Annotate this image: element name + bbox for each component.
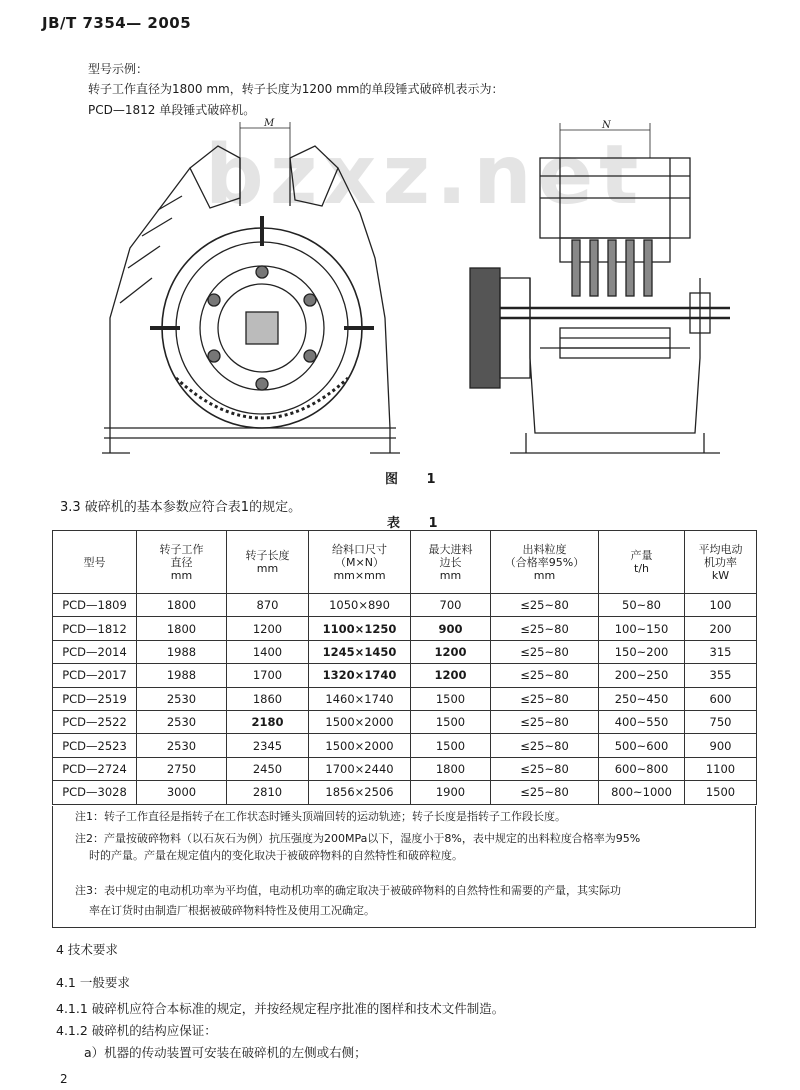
table-cell: 1200: [227, 617, 309, 640]
parameters-table: [52, 530, 757, 805]
model-example-heading: 型号示例：: [88, 62, 149, 76]
table-cell: ≤25~80: [491, 687, 599, 710]
table-cell: 355: [685, 664, 757, 687]
list-item-a: a）机器的传动装置可安装在破碎机的左侧或右侧；: [84, 1045, 367, 1060]
column-header: 转子工作 直径 mm: [137, 531, 227, 594]
table-cell: 1860: [227, 687, 309, 710]
table-cell: 1700: [227, 664, 309, 687]
table-cell: 1700×2440: [309, 757, 411, 780]
note-2: 注2：产量按破碎物料（以石灰石为例）抗压强度为200MPa以下，湿度小于8%，表中规定的出料粒度合格率为95%: [75, 832, 641, 845]
table-row: [53, 781, 757, 804]
column-header: 产量 t/h: [599, 531, 685, 594]
table-cell: 1800: [411, 757, 491, 780]
table-cell: 750: [685, 710, 757, 733]
table-caption: 表 1: [387, 516, 450, 531]
standard-number: JB/T 7354— 2005: [42, 14, 192, 32]
note-3-cont: 率在订货时由制造厂根据被破碎物料特性及使用工况确定。: [89, 904, 375, 917]
table-cell: ≤25~80: [491, 710, 599, 733]
table-cell: PCD—2017: [53, 664, 137, 687]
table-cell: 700: [411, 594, 491, 617]
table-cell: PCD—2519: [53, 687, 137, 710]
table-cell: 50~80: [599, 594, 685, 617]
table-cell: 1500: [685, 781, 757, 804]
table-cell: 2530: [137, 734, 227, 757]
table-cell: 100~150: [599, 617, 685, 640]
table-cell: PCD—2523: [53, 734, 137, 757]
table-cell: PCD—1812: [53, 617, 137, 640]
table-row: [53, 617, 757, 640]
table-cell: 315: [685, 640, 757, 663]
column-header: 出料粒度 （合格率95%） mm: [491, 531, 599, 594]
table-header-row: [53, 531, 757, 594]
table-cell: 200~250: [599, 664, 685, 687]
note-3: 注3：表中规定的电动机功率为平均值，电动机功率的确定取决于被破碎物料的自然特性和需要的产量，其实际功: [75, 884, 621, 897]
table-cell: PCD—1809: [53, 594, 137, 617]
table-cell: 2530: [137, 710, 227, 733]
figure-caption: 图 1: [385, 472, 448, 487]
section-4-1-heading: 4.1 一般要求: [56, 975, 130, 990]
section-4-heading: 4 技术要求: [56, 942, 118, 957]
table-cell: 1500: [411, 710, 491, 733]
table-cell: 1500×2000: [309, 710, 411, 733]
page-number: 2: [60, 1072, 68, 1086]
table-row: [53, 664, 757, 687]
table-body: [53, 594, 757, 805]
table-cell: 1988: [137, 640, 227, 663]
table-cell: 1100: [685, 757, 757, 780]
table-cell: 1245×1450: [309, 640, 411, 663]
table-cell: PCD—2724: [53, 757, 137, 780]
table-row: [53, 757, 757, 780]
table-cell: ≤25~80: [491, 594, 599, 617]
table-cell: 200: [685, 617, 757, 640]
table-cell: 870: [227, 594, 309, 617]
table-cell: 2750: [137, 757, 227, 780]
table-cell: 500~600: [599, 734, 685, 757]
dimension-n-label: N: [602, 120, 611, 131]
table-cell: PCD—2522: [53, 710, 137, 733]
table-cell: 2345: [227, 734, 309, 757]
table-cell: 1900: [411, 781, 491, 804]
table-row: [53, 687, 757, 710]
table-cell: 800~1000: [599, 781, 685, 804]
table-cell: ≤25~80: [491, 617, 599, 640]
table-cell: 900: [411, 617, 491, 640]
watermark: bzxz.net: [205, 128, 645, 223]
table-cell: 1200: [411, 664, 491, 687]
table-cell: 1460×1740: [309, 687, 411, 710]
table-cell: 250~450: [599, 687, 685, 710]
column-header: 平均电动 机功率 kW: [685, 531, 757, 594]
side-view-drawing: [470, 123, 730, 453]
table-cell: PCD—3028: [53, 781, 137, 804]
table-row: [53, 640, 757, 663]
table-row: [53, 734, 757, 757]
table-cell: 150~200: [599, 640, 685, 663]
table-cell: 1500×2000: [309, 734, 411, 757]
table-cell: 2450: [227, 757, 309, 780]
table-cell: 1800: [137, 617, 227, 640]
table-cell: 1500: [411, 734, 491, 757]
table-row: [53, 594, 757, 617]
section-3-3: 3.3 破碎机的基本参数应符合表1的规定。: [60, 500, 302, 515]
model-example-text: 转子工作直径为1800 mm，转子长度为1200 mm的单段锤式破碎机表示为：: [88, 82, 504, 96]
table-cell: 400~550: [599, 710, 685, 733]
section-4-1-2: 4.1.2 破碎机的结构应保证：: [56, 1023, 217, 1038]
table-cell: 3000: [137, 781, 227, 804]
column-header: 转子长度 mm: [227, 531, 309, 594]
table-cell: 2180: [227, 710, 309, 733]
crusher-figure: [90, 118, 730, 468]
note-2-cont: 时的产量。产量在规定值内的变化取决于被破碎物料的自然特性和破碎粒度。: [89, 849, 463, 862]
dimension-m-label: M: [264, 118, 275, 129]
table-cell: 1988: [137, 664, 227, 687]
table-cell: 1200: [411, 640, 491, 663]
table-cell: 1400: [227, 640, 309, 663]
table-cell: 1800: [137, 594, 227, 617]
section-4-1-1: 4.1.1 破碎机应符合本标准的规定，并按经规定程序批准的图样和技术文件制造。: [56, 1001, 505, 1016]
table-cell: ≤25~80: [491, 781, 599, 804]
table-cell: 2810: [227, 781, 309, 804]
table-cell: ≤25~80: [491, 757, 599, 780]
table-cell: 100: [685, 594, 757, 617]
table-cell: ≤25~80: [491, 734, 599, 757]
table-cell: 600~800: [599, 757, 685, 780]
table-cell: 1100×1250: [309, 617, 411, 640]
table-cell: 1856×2506: [309, 781, 411, 804]
table-cell: 1050×890: [309, 594, 411, 617]
table-row: [53, 710, 757, 733]
column-header: 给料口尺寸 （M×N） mm×mm: [309, 531, 411, 594]
table-cell: ≤25~80: [491, 664, 599, 687]
front-view-drawing: [102, 122, 400, 453]
table-notes: [52, 806, 756, 928]
table-cell: 900: [685, 734, 757, 757]
table-cell: 1500: [411, 687, 491, 710]
note-1: 注1：转子工作直径是指转子在工作状态时锤头顶端回转的运动轨迹；转子长度是指转子工作段长度。: [75, 810, 566, 823]
column-header: 型号: [53, 531, 137, 594]
column-header: 最大进料 边长 mm: [411, 531, 491, 594]
table-cell: ≤25~80: [491, 640, 599, 663]
table-cell: 2530: [137, 687, 227, 710]
table-cell: 600: [685, 687, 757, 710]
table-cell: 1320×1740: [309, 664, 411, 687]
table-cell: PCD—2014: [53, 640, 137, 663]
model-example-code: PCD—1812 单段锤式破碎机。: [88, 103, 256, 117]
